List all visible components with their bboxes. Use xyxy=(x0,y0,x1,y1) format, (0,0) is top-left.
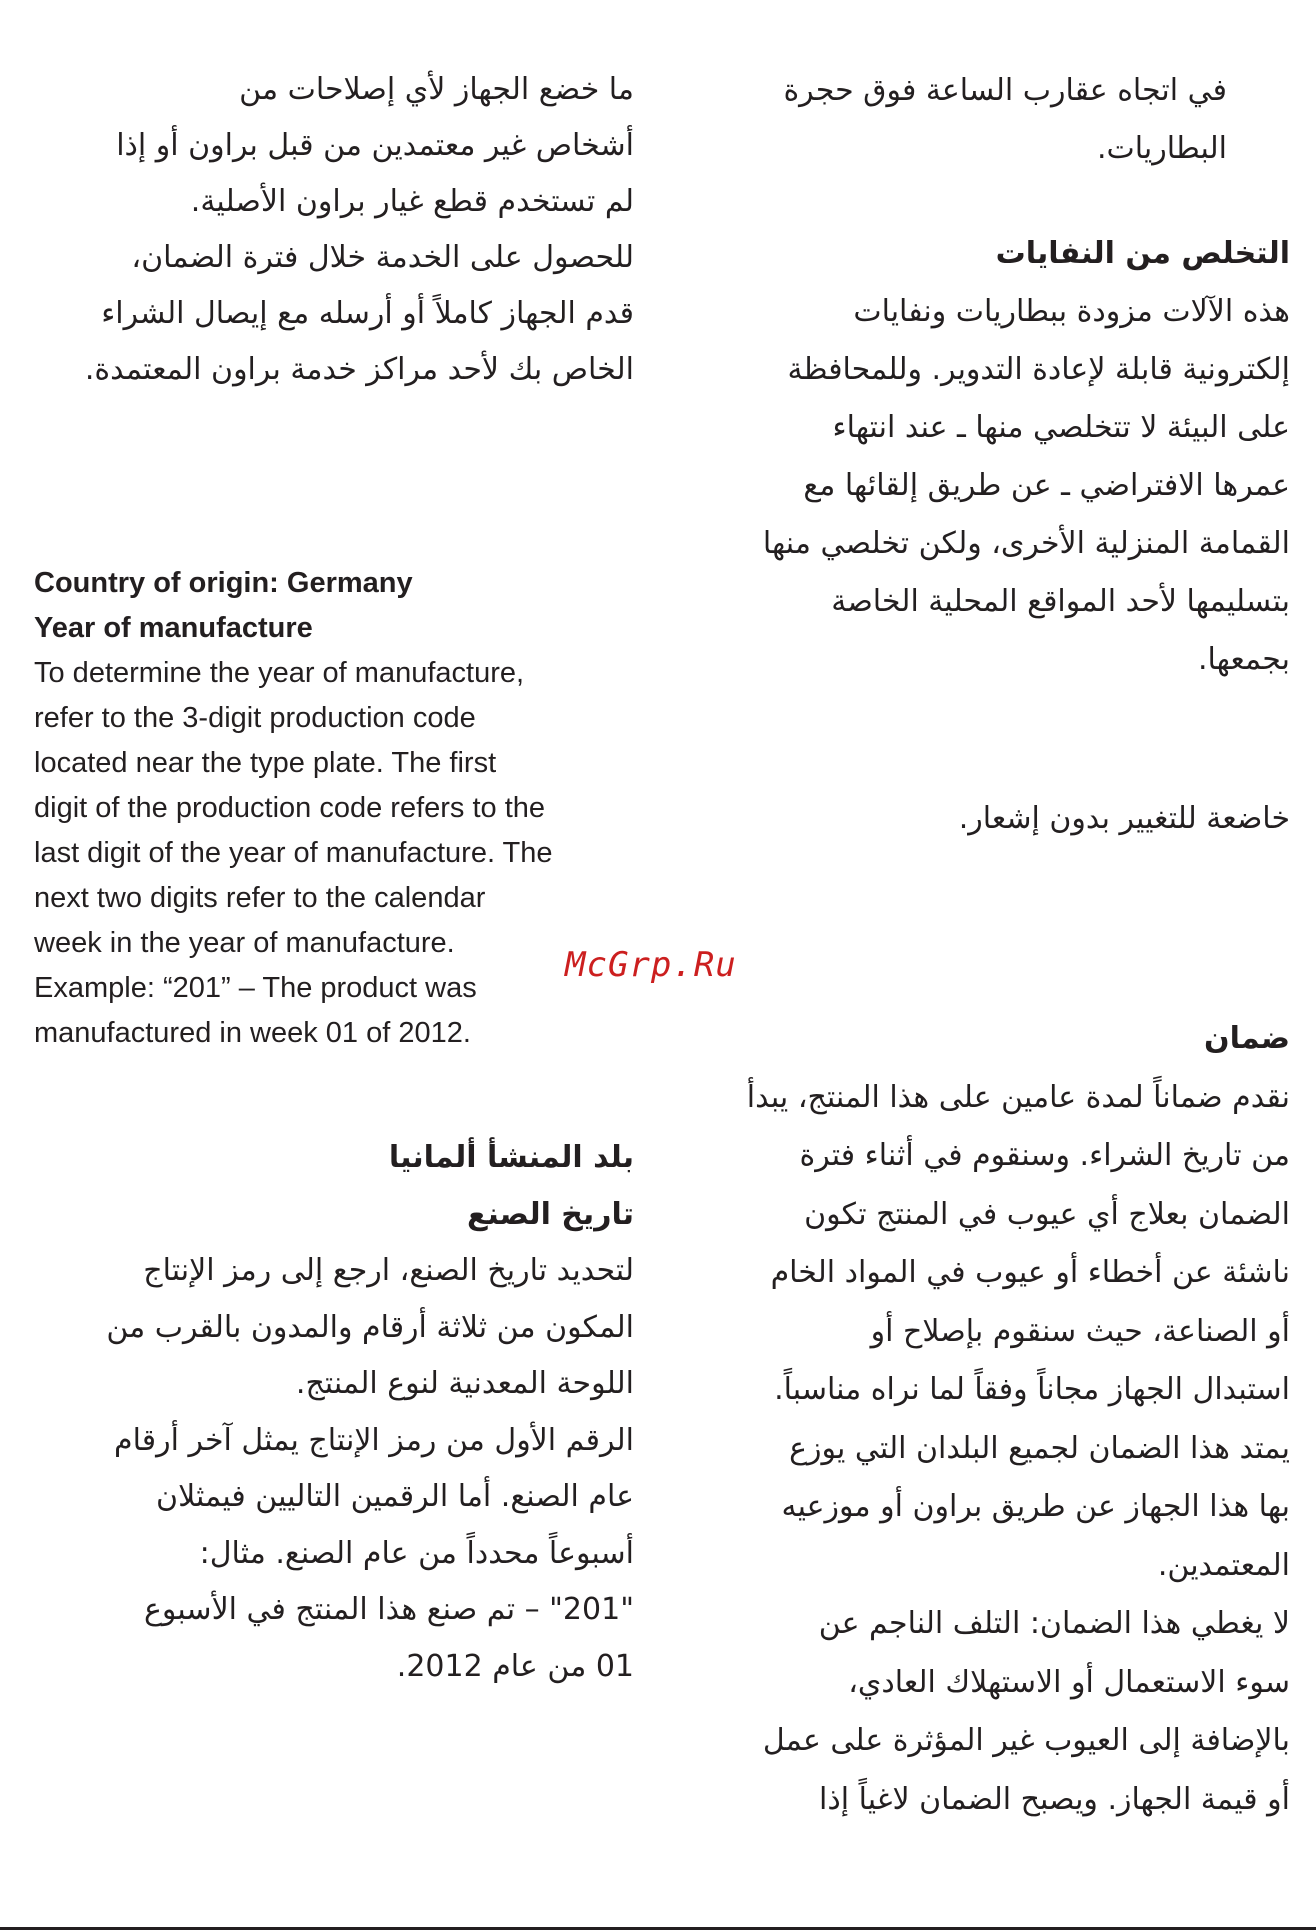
text-line: ما خضع الجهاز لأي إصلاحات من xyxy=(239,72,634,107)
text-line: أشخاص غير معتمدين من قبل براون أو إذا xyxy=(116,128,634,163)
text-line: الضمان بعلاج أي عيوب في المنتج تكون xyxy=(804,1196,1290,1232)
text-line: عام الصنع. أما الرقمين التاليين فيمثلان xyxy=(156,1479,634,1514)
text-line: next two digits refer to the calendar xyxy=(34,882,486,914)
arabic-country-heading: بلد المنشأ ألمانيا xyxy=(388,1140,634,1175)
disposal-section xyxy=(690,225,1290,689)
text-line: digit of the production code refers to the xyxy=(34,792,546,824)
text-line: البطاريات. xyxy=(1096,131,1227,166)
arabic-origin-section xyxy=(34,1130,634,1695)
year-of-manufacture-heading: Year of manufacture xyxy=(34,612,313,644)
text-line: للحصول على الخدمة خلال فترة الضمان، xyxy=(131,240,634,275)
text-line: week in the year of manufacture. xyxy=(34,927,455,959)
text-line: last digit of the year of manufacture. The xyxy=(34,837,553,869)
text-line: في اتجاه عقارب الساعة فوق حجرة xyxy=(783,73,1227,108)
text-line: نقدم ضماناً لمدة عامين على هذا المنتج، يبدأ xyxy=(746,1079,1290,1115)
text-line: أو قيمة الجهاز. ويصبح الضمان لاغياً إذا xyxy=(819,1781,1290,1817)
text-line: الخاص بك لأحد مراكز خدمة براون المعتمدة. xyxy=(84,352,634,387)
text-line: اللوحة المعدنية لنوع المنتج. xyxy=(295,1366,634,1401)
text-line: 01 من عام 2012. xyxy=(396,1648,634,1684)
text-line: Example: “201” – The product was xyxy=(34,972,477,1004)
text-line: لم تستخدم قطع غيار براون الأصلية. xyxy=(190,184,634,219)
text-line: لتحديد تاريخ الصنع، ارجع إلى رمز الإنتاج xyxy=(143,1253,634,1288)
warranty-section xyxy=(670,1010,1290,1829)
text-line: من تاريخ الشراء. وسنقوم في أثناء فترة xyxy=(799,1138,1290,1173)
text-line: بالإضافة إلى العيوب غير المؤثرة على عمل xyxy=(762,1723,1290,1758)
text-line: هذه الآلات مزودة ببطاريات ونفايات xyxy=(853,294,1290,329)
text-line: عمرها الافتراضي ـ عن طريق إلقائها مع xyxy=(803,468,1290,503)
warranty-continued xyxy=(34,62,634,398)
text-line: قدم الجهاز كاملاً أو أرسله مع إيصال الشراء xyxy=(101,296,634,331)
battery-instruction-fragment xyxy=(667,62,1227,178)
text-line: refer to the 3-digit production code xyxy=(34,702,476,734)
text-line: خاضعة للتغيير بدون إشعار. xyxy=(958,801,1290,836)
text-line: المعتمدين. xyxy=(1157,1547,1290,1583)
country-of-origin-heading: Country of origin: Germany xyxy=(34,567,413,599)
text-line: بجمعها. xyxy=(1197,642,1290,677)
text-line: لا يغطي هذا الضمان: التلف الناجم عن xyxy=(818,1606,1290,1641)
subject-to-change-notice xyxy=(690,790,1290,848)
text-line: القمامة المنزلية الأخرى، ولكن تخلصي منها xyxy=(762,526,1290,561)
arabic-year-heading: تاريخ الصنع xyxy=(467,1196,634,1232)
text-line: سوء الاستعمال أو الاستهلاك العادي، xyxy=(848,1664,1290,1700)
text-line: بتسليمها لأحد المواقع المحلية الخاصة xyxy=(831,584,1290,619)
text-line: على البيئة لا تتخلصي منها ـ عند انتهاء xyxy=(832,410,1290,445)
text-line: إلكترونية قابلة لإعادة التدوير. وللمحافظة xyxy=(787,352,1290,387)
text-line: ناشئة عن أخطاء أو عيوب في المواد الخام xyxy=(770,1255,1290,1290)
disposal-heading: التخلص من النفايات xyxy=(995,236,1290,271)
text-line: بها هذا الجهاز عن طريق براون أو موزعيه xyxy=(781,1489,1290,1524)
text-line: المكون من ثلاثة أرقام والمدون بالقرب من xyxy=(106,1309,634,1345)
text-line: أسبوعاً محدداً من عام الصنع. مثال: xyxy=(199,1535,634,1571)
text-line: "201" – تم صنع هذا المنتج في الأسبوع xyxy=(143,1592,634,1627)
text-line: يمتد هذا الضمان لجميع البلدان التي يوزع xyxy=(789,1430,1290,1466)
text-line: located near the type plate. The first xyxy=(34,747,497,779)
watermark: McGrp.Ru xyxy=(565,945,737,985)
warranty-heading: ضمان xyxy=(1204,1021,1290,1056)
text-line: الرقم الأول من رمز الإنتاج يمثل آخر أرقام xyxy=(114,1422,634,1458)
text-line: To determine the year of manufacture, xyxy=(34,657,525,689)
text-line: أو الصناعة، حيث سنقوم بإصلاح أو xyxy=(870,1313,1290,1349)
text-line: استبدال الجهاز مجاناً وفقاً لما نراه مناسباً. xyxy=(774,1372,1290,1407)
english-origin-section xyxy=(34,561,644,1056)
text-line: manufactured in week 01 of 2012. xyxy=(34,1017,471,1049)
